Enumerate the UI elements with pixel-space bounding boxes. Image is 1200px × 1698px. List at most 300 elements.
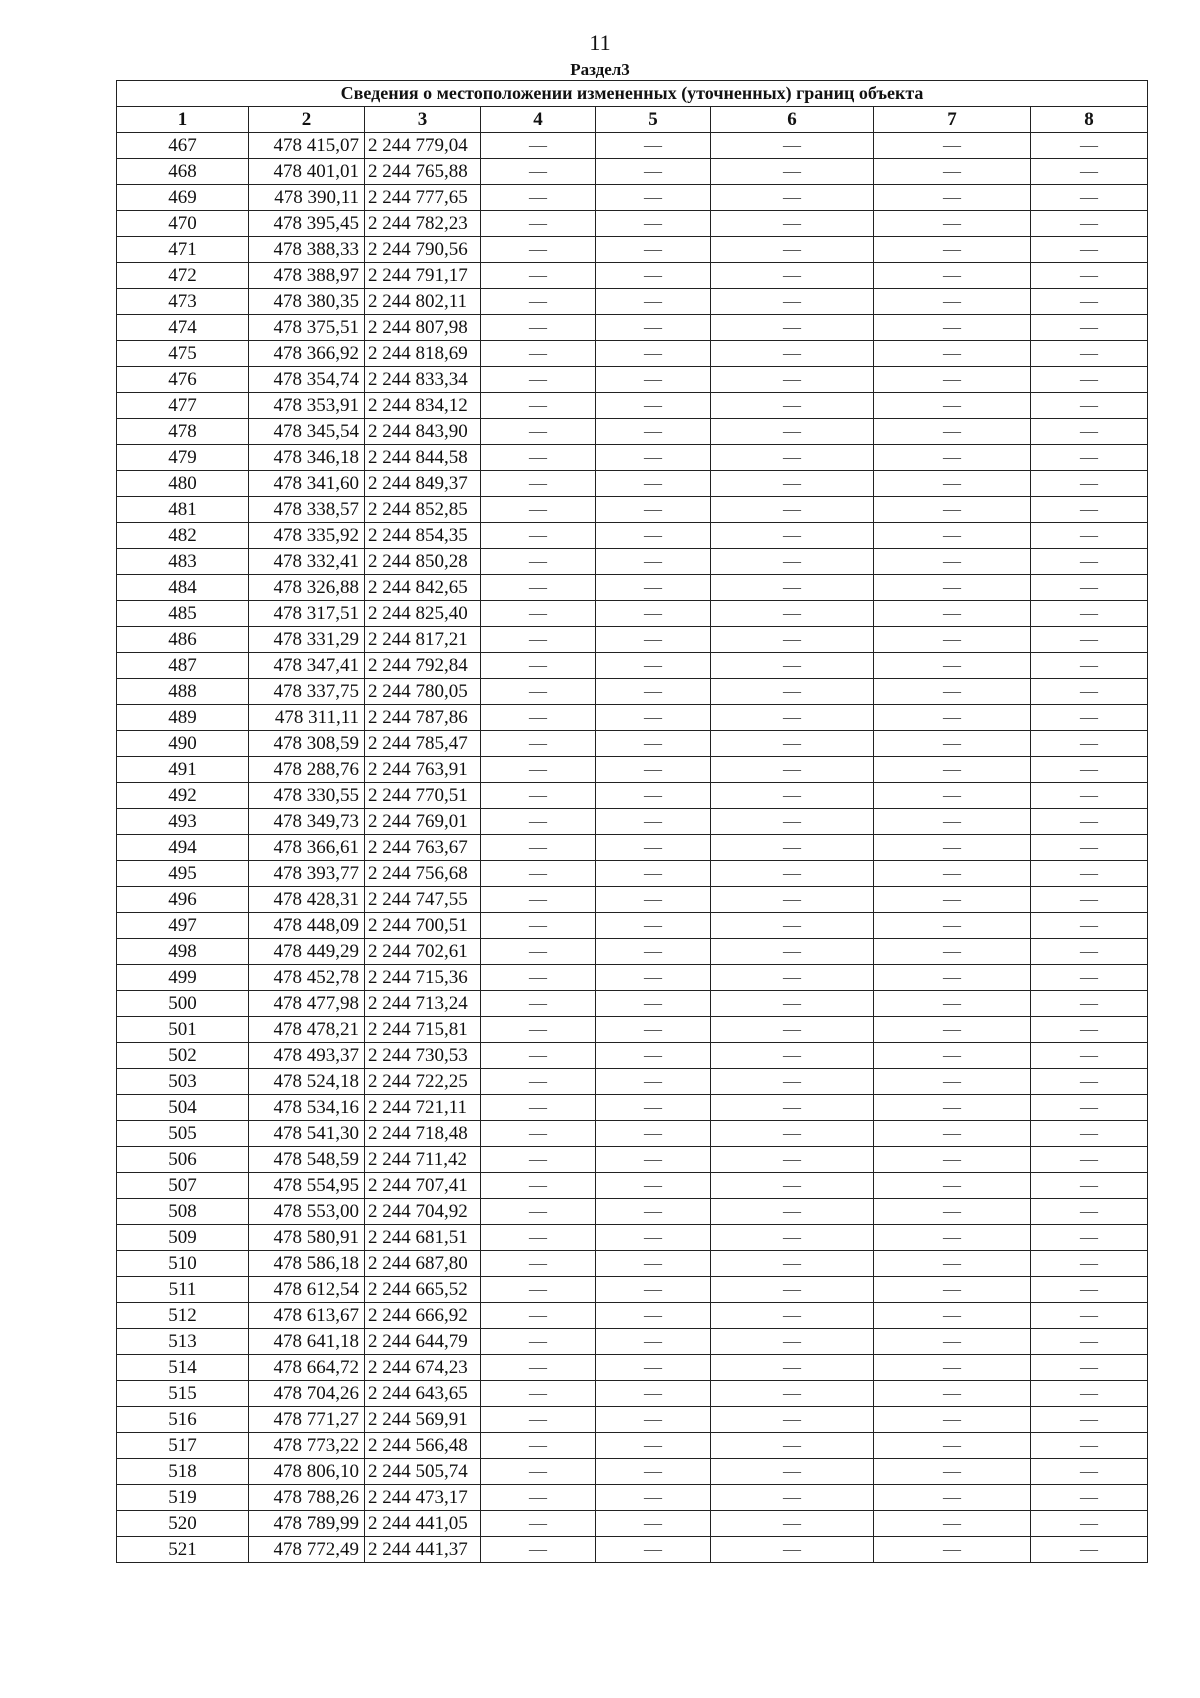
empty-value-cell: — [481, 1277, 596, 1303]
column-number: 4 [481, 107, 596, 133]
empty-value-cell: — [874, 627, 1031, 653]
empty-value-cell: — [596, 497, 711, 523]
x-coordinate-cell: 478 478,21 [249, 1017, 365, 1043]
x-coordinate-cell: 478 341,60 [249, 471, 365, 497]
empty-value-cell: — [711, 1147, 874, 1173]
empty-value-cell: — [481, 1069, 596, 1095]
empty-value-cell: — [874, 1173, 1031, 1199]
empty-value-cell: — [481, 1095, 596, 1121]
table-row [117, 627, 1148, 653]
empty-value-cell: — [481, 341, 596, 367]
empty-value-cell: — [596, 1095, 711, 1121]
table-row [117, 1433, 1148, 1459]
empty-value-cell: — [481, 523, 596, 549]
empty-value-cell: — [1031, 861, 1148, 887]
y-coordinate-cell: 2 244 702,61 [365, 939, 481, 965]
empty-value-cell: — [874, 1537, 1031, 1563]
empty-value-cell: — [596, 861, 711, 887]
empty-value-cell: — [1031, 601, 1148, 627]
point-number-cell: 518 [117, 1459, 249, 1485]
y-coordinate-cell: 2 244 785,47 [365, 731, 481, 757]
point-number-cell: 499 [117, 965, 249, 991]
x-coordinate-cell: 478 664,72 [249, 1355, 365, 1381]
empty-value-cell: — [874, 653, 1031, 679]
empty-value-cell: — [711, 1017, 874, 1043]
point-number-cell: 491 [117, 757, 249, 783]
y-coordinate-cell: 2 244 441,37 [365, 1537, 481, 1563]
empty-value-cell: — [481, 757, 596, 783]
empty-value-cell: — [874, 211, 1031, 237]
x-coordinate-cell: 478 346,18 [249, 445, 365, 471]
empty-value-cell: — [596, 289, 711, 315]
empty-value-cell: — [1031, 653, 1148, 679]
empty-value-cell: — [481, 1511, 596, 1537]
empty-value-cell: — [596, 1537, 711, 1563]
point-number-cell: 508 [117, 1199, 249, 1225]
y-coordinate-cell: 2 244 666,92 [365, 1303, 481, 1329]
table-row [117, 211, 1148, 237]
empty-value-cell: — [481, 1355, 596, 1381]
table-row [117, 1355, 1148, 1381]
point-number-cell: 474 [117, 315, 249, 341]
table-row [117, 1303, 1148, 1329]
y-coordinate-cell: 2 244 665,52 [365, 1277, 481, 1303]
empty-value-cell: — [481, 731, 596, 757]
empty-value-cell: — [711, 861, 874, 887]
y-coordinate-cell: 2 244 790,56 [365, 237, 481, 263]
y-coordinate-cell: 2 244 849,37 [365, 471, 481, 497]
x-coordinate-cell: 478 428,31 [249, 887, 365, 913]
y-coordinate-cell: 2 244 765,88 [365, 159, 481, 185]
table-row [117, 783, 1148, 809]
empty-value-cell: — [596, 549, 711, 575]
y-coordinate-cell: 2 244 441,05 [365, 1511, 481, 1537]
y-coordinate-cell: 2 244 713,24 [365, 991, 481, 1017]
y-coordinate-cell: 2 244 473,17 [365, 1485, 481, 1511]
table-row [117, 471, 1148, 497]
empty-value-cell: — [481, 185, 596, 211]
empty-value-cell: — [596, 991, 711, 1017]
point-number-cell: 516 [117, 1407, 249, 1433]
column-number: 2 [249, 107, 365, 133]
table-row [117, 497, 1148, 523]
column-number-row [117, 107, 1148, 133]
table-row [117, 1095, 1148, 1121]
x-coordinate-cell: 478 338,57 [249, 497, 365, 523]
point-number-cell: 498 [117, 939, 249, 965]
table-caption: Сведения о местоположении измененных (уточненных) границ объекта [117, 81, 1148, 107]
empty-value-cell: — [1031, 1147, 1148, 1173]
point-number-cell: 520 [117, 1511, 249, 1537]
table-row [117, 1147, 1148, 1173]
empty-value-cell: — [711, 1407, 874, 1433]
table-row [117, 653, 1148, 679]
point-number-cell: 467 [117, 133, 249, 159]
table-row [117, 133, 1148, 159]
empty-value-cell: — [874, 965, 1031, 991]
empty-value-cell: — [874, 1277, 1031, 1303]
coordinates-table [116, 80, 1148, 1563]
empty-value-cell: — [1031, 1017, 1148, 1043]
point-number-cell: 511 [117, 1277, 249, 1303]
empty-value-cell: — [874, 523, 1031, 549]
x-coordinate-cell: 478 308,59 [249, 731, 365, 757]
empty-value-cell: — [874, 445, 1031, 471]
x-coordinate-cell: 478 554,95 [249, 1173, 365, 1199]
empty-value-cell: — [1031, 289, 1148, 315]
y-coordinate-cell: 2 244 763,91 [365, 757, 481, 783]
table-row [117, 289, 1148, 315]
empty-value-cell: — [711, 809, 874, 835]
empty-value-cell: — [874, 1381, 1031, 1407]
empty-value-cell: — [1031, 263, 1148, 289]
y-coordinate-cell: 2 244 722,25 [365, 1069, 481, 1095]
point-number-cell: 476 [117, 367, 249, 393]
empty-value-cell: — [481, 887, 596, 913]
empty-value-cell: — [1031, 679, 1148, 705]
empty-value-cell: — [1031, 783, 1148, 809]
empty-value-cell: — [711, 445, 874, 471]
empty-value-cell: — [874, 237, 1031, 263]
empty-value-cell: — [711, 1433, 874, 1459]
point-number-cell: 513 [117, 1329, 249, 1355]
empty-value-cell: — [1031, 939, 1148, 965]
table-row [117, 523, 1148, 549]
empty-value-cell: — [874, 367, 1031, 393]
point-number-cell: 492 [117, 783, 249, 809]
table-row [117, 393, 1148, 419]
x-coordinate-cell: 478 586,18 [249, 1251, 365, 1277]
empty-value-cell: — [481, 1251, 596, 1277]
empty-value-cell: — [874, 731, 1031, 757]
x-coordinate-cell: 478 452,78 [249, 965, 365, 991]
table-row [117, 991, 1148, 1017]
empty-value-cell: — [481, 861, 596, 887]
x-coordinate-cell: 478 326,88 [249, 575, 365, 601]
point-number-cell: 488 [117, 679, 249, 705]
empty-value-cell: — [596, 731, 711, 757]
x-coordinate-cell: 478 704,26 [249, 1381, 365, 1407]
empty-value-cell: — [596, 1017, 711, 1043]
y-coordinate-cell: 2 244 643,65 [365, 1381, 481, 1407]
y-coordinate-cell: 2 244 763,67 [365, 835, 481, 861]
column-number: 5 [596, 107, 711, 133]
table-row [117, 705, 1148, 731]
point-number-cell: 519 [117, 1485, 249, 1511]
empty-value-cell: — [481, 1225, 596, 1251]
empty-value-cell: — [711, 913, 874, 939]
x-coordinate-cell: 478 641,18 [249, 1329, 365, 1355]
empty-value-cell: — [711, 1537, 874, 1563]
empty-value-cell: — [711, 575, 874, 601]
table-row [117, 965, 1148, 991]
x-coordinate-cell: 478 541,30 [249, 1121, 365, 1147]
empty-value-cell: — [596, 913, 711, 939]
empty-value-cell: — [596, 1511, 711, 1537]
empty-value-cell: — [874, 497, 1031, 523]
x-coordinate-cell: 478 524,18 [249, 1069, 365, 1095]
y-coordinate-cell: 2 244 842,65 [365, 575, 481, 601]
empty-value-cell: — [481, 991, 596, 1017]
empty-value-cell: — [711, 731, 874, 757]
y-coordinate-cell: 2 244 674,23 [365, 1355, 481, 1381]
x-coordinate-cell: 478 395,45 [249, 211, 365, 237]
empty-value-cell: — [481, 445, 596, 471]
empty-value-cell: — [1031, 471, 1148, 497]
y-coordinate-cell: 2 244 782,23 [365, 211, 481, 237]
empty-value-cell: — [596, 939, 711, 965]
empty-value-cell: — [1031, 1225, 1148, 1251]
empty-value-cell: — [481, 393, 596, 419]
point-number-cell: 480 [117, 471, 249, 497]
empty-value-cell: — [874, 263, 1031, 289]
table-row [117, 1251, 1148, 1277]
empty-value-cell: — [481, 1121, 596, 1147]
empty-value-cell: — [711, 1511, 874, 1537]
y-coordinate-cell: 2 244 792,84 [365, 653, 481, 679]
point-number-cell: 503 [117, 1069, 249, 1095]
empty-value-cell: — [874, 601, 1031, 627]
empty-value-cell: — [481, 939, 596, 965]
empty-value-cell: — [874, 913, 1031, 939]
empty-value-cell: — [481, 1329, 596, 1355]
empty-value-cell: — [1031, 1511, 1148, 1537]
table-row [117, 315, 1148, 341]
point-number-cell: 485 [117, 601, 249, 627]
y-coordinate-cell: 2 244 687,80 [365, 1251, 481, 1277]
empty-value-cell: — [1031, 1095, 1148, 1121]
table-row [117, 263, 1148, 289]
table-row [117, 835, 1148, 861]
x-coordinate-cell: 478 332,41 [249, 549, 365, 575]
empty-value-cell: — [596, 835, 711, 861]
empty-value-cell: — [596, 1407, 711, 1433]
empty-value-cell: — [481, 1173, 596, 1199]
y-coordinate-cell: 2 244 756,68 [365, 861, 481, 887]
empty-value-cell: — [1031, 1277, 1148, 1303]
table-row [117, 1329, 1148, 1355]
empty-value-cell: — [711, 367, 874, 393]
empty-value-cell: — [711, 523, 874, 549]
point-number-cell: 494 [117, 835, 249, 861]
empty-value-cell: — [596, 211, 711, 237]
empty-value-cell: — [1031, 1043, 1148, 1069]
empty-value-cell: — [711, 315, 874, 341]
point-number-cell: 515 [117, 1381, 249, 1407]
column-number: 8 [1031, 107, 1148, 133]
empty-value-cell: — [1031, 497, 1148, 523]
y-coordinate-cell: 2 244 834,12 [365, 393, 481, 419]
empty-value-cell: — [711, 237, 874, 263]
empty-value-cell: — [1031, 1537, 1148, 1563]
empty-value-cell: — [874, 991, 1031, 1017]
x-coordinate-cell: 478 366,61 [249, 835, 365, 861]
empty-value-cell: — [481, 1303, 596, 1329]
x-coordinate-cell: 478 448,09 [249, 913, 365, 939]
empty-value-cell: — [596, 185, 711, 211]
x-coordinate-cell: 478 349,73 [249, 809, 365, 835]
empty-value-cell: — [711, 393, 874, 419]
y-coordinate-cell: 2 244 818,69 [365, 341, 481, 367]
empty-value-cell: — [1031, 1173, 1148, 1199]
empty-value-cell: — [874, 393, 1031, 419]
x-coordinate-cell: 478 788,26 [249, 1485, 365, 1511]
empty-value-cell: — [596, 393, 711, 419]
empty-value-cell: — [711, 185, 874, 211]
x-coordinate-cell: 478 330,55 [249, 783, 365, 809]
table-row [117, 575, 1148, 601]
x-coordinate-cell: 478 317,51 [249, 601, 365, 627]
empty-value-cell: — [596, 419, 711, 445]
empty-value-cell: — [596, 705, 711, 731]
empty-value-cell: — [711, 1459, 874, 1485]
empty-value-cell: — [874, 1251, 1031, 1277]
table-row [117, 1485, 1148, 1511]
empty-value-cell: — [1031, 757, 1148, 783]
point-number-cell: 514 [117, 1355, 249, 1381]
empty-value-cell: — [711, 835, 874, 861]
empty-value-cell: — [711, 1277, 874, 1303]
empty-value-cell: — [596, 1433, 711, 1459]
empty-value-cell: — [711, 757, 874, 783]
y-coordinate-cell: 2 244 807,98 [365, 315, 481, 341]
empty-value-cell: — [711, 653, 874, 679]
empty-value-cell: — [1031, 1355, 1148, 1381]
empty-value-cell: — [711, 965, 874, 991]
column-number: 7 [874, 107, 1031, 133]
empty-value-cell: — [711, 159, 874, 185]
empty-value-cell: — [1031, 575, 1148, 601]
x-coordinate-cell: 478 613,67 [249, 1303, 365, 1329]
empty-value-cell: — [874, 1095, 1031, 1121]
empty-value-cell: — [874, 1511, 1031, 1537]
empty-value-cell: — [874, 1121, 1031, 1147]
empty-value-cell: — [596, 887, 711, 913]
empty-value-cell: — [596, 1043, 711, 1069]
empty-value-cell: — [1031, 1407, 1148, 1433]
empty-value-cell: — [481, 1407, 596, 1433]
empty-value-cell: — [711, 627, 874, 653]
point-number-cell: 497 [117, 913, 249, 939]
y-coordinate-cell: 2 244 777,65 [365, 185, 481, 211]
empty-value-cell: — [711, 705, 874, 731]
empty-value-cell: — [874, 549, 1031, 575]
empty-value-cell: — [596, 1355, 711, 1381]
empty-value-cell: — [1031, 393, 1148, 419]
empty-value-cell: — [1031, 1485, 1148, 1511]
empty-value-cell: — [711, 211, 874, 237]
empty-value-cell: — [1031, 1381, 1148, 1407]
empty-value-cell: — [596, 1121, 711, 1147]
empty-value-cell: — [596, 1225, 711, 1251]
empty-value-cell: — [874, 1407, 1031, 1433]
empty-value-cell: — [874, 471, 1031, 497]
empty-value-cell: — [711, 991, 874, 1017]
y-coordinate-cell: 2 244 718,48 [365, 1121, 481, 1147]
x-coordinate-cell: 478 337,75 [249, 679, 365, 705]
table-row [117, 1381, 1148, 1407]
empty-value-cell: — [711, 497, 874, 523]
y-coordinate-cell: 2 244 644,79 [365, 1329, 481, 1355]
empty-value-cell: — [481, 653, 596, 679]
empty-value-cell: — [596, 1147, 711, 1173]
point-number-cell: 475 [117, 341, 249, 367]
x-coordinate-cell: 478 477,98 [249, 991, 365, 1017]
empty-value-cell: — [711, 1095, 874, 1121]
empty-value-cell: — [481, 497, 596, 523]
y-coordinate-cell: 2 244 715,81 [365, 1017, 481, 1043]
y-coordinate-cell: 2 244 730,53 [365, 1043, 481, 1069]
x-coordinate-cell: 478 393,77 [249, 861, 365, 887]
empty-value-cell: — [481, 1381, 596, 1407]
point-number-cell: 512 [117, 1303, 249, 1329]
empty-value-cell: — [1031, 1303, 1148, 1329]
empty-value-cell: — [874, 757, 1031, 783]
table-row [117, 1043, 1148, 1069]
table-row [117, 367, 1148, 393]
y-coordinate-cell: 2 244 802,11 [365, 289, 481, 315]
empty-value-cell: — [596, 1069, 711, 1095]
point-number-cell: 481 [117, 497, 249, 523]
y-coordinate-cell: 2 244 787,86 [365, 705, 481, 731]
y-coordinate-cell: 2 244 711,42 [365, 1147, 481, 1173]
x-coordinate-cell: 478 390,11 [249, 185, 365, 211]
point-number-cell: 501 [117, 1017, 249, 1043]
table-row [117, 1017, 1148, 1043]
empty-value-cell: — [1031, 133, 1148, 159]
y-coordinate-cell: 2 244 779,04 [365, 133, 481, 159]
table-row [117, 549, 1148, 575]
point-number-cell: 502 [117, 1043, 249, 1069]
empty-value-cell: — [596, 627, 711, 653]
y-coordinate-cell: 2 244 852,85 [365, 497, 481, 523]
point-number-cell: 477 [117, 393, 249, 419]
column-number: 3 [365, 107, 481, 133]
empty-value-cell: — [1031, 991, 1148, 1017]
table-row [117, 341, 1148, 367]
point-number-cell: 496 [117, 887, 249, 913]
empty-value-cell: — [1031, 549, 1148, 575]
empty-value-cell: — [481, 783, 596, 809]
empty-value-cell: — [711, 887, 874, 913]
empty-value-cell: — [481, 679, 596, 705]
empty-value-cell: — [596, 1277, 711, 1303]
empty-value-cell: — [481, 419, 596, 445]
y-coordinate-cell: 2 244 854,35 [365, 523, 481, 549]
empty-value-cell: — [1031, 913, 1148, 939]
empty-value-cell: — [596, 367, 711, 393]
empty-value-cell: — [481, 1485, 596, 1511]
y-coordinate-cell: 2 244 715,36 [365, 965, 481, 991]
table-row [117, 159, 1148, 185]
x-coordinate-cell: 478 288,76 [249, 757, 365, 783]
empty-value-cell: — [1031, 367, 1148, 393]
x-coordinate-cell: 478 347,41 [249, 653, 365, 679]
x-coordinate-cell: 478 345,54 [249, 419, 365, 445]
y-coordinate-cell: 2 244 850,28 [365, 549, 481, 575]
empty-value-cell: — [1031, 1433, 1148, 1459]
empty-value-cell: — [596, 757, 711, 783]
empty-value-cell: — [596, 1381, 711, 1407]
table-row [117, 1511, 1148, 1537]
table-body [117, 133, 1148, 1563]
y-coordinate-cell: 2 244 791,17 [365, 263, 481, 289]
x-coordinate-cell: 478 534,16 [249, 1095, 365, 1121]
table-row [117, 419, 1148, 445]
table-row [117, 185, 1148, 211]
empty-value-cell: — [711, 471, 874, 497]
empty-value-cell: — [596, 471, 711, 497]
